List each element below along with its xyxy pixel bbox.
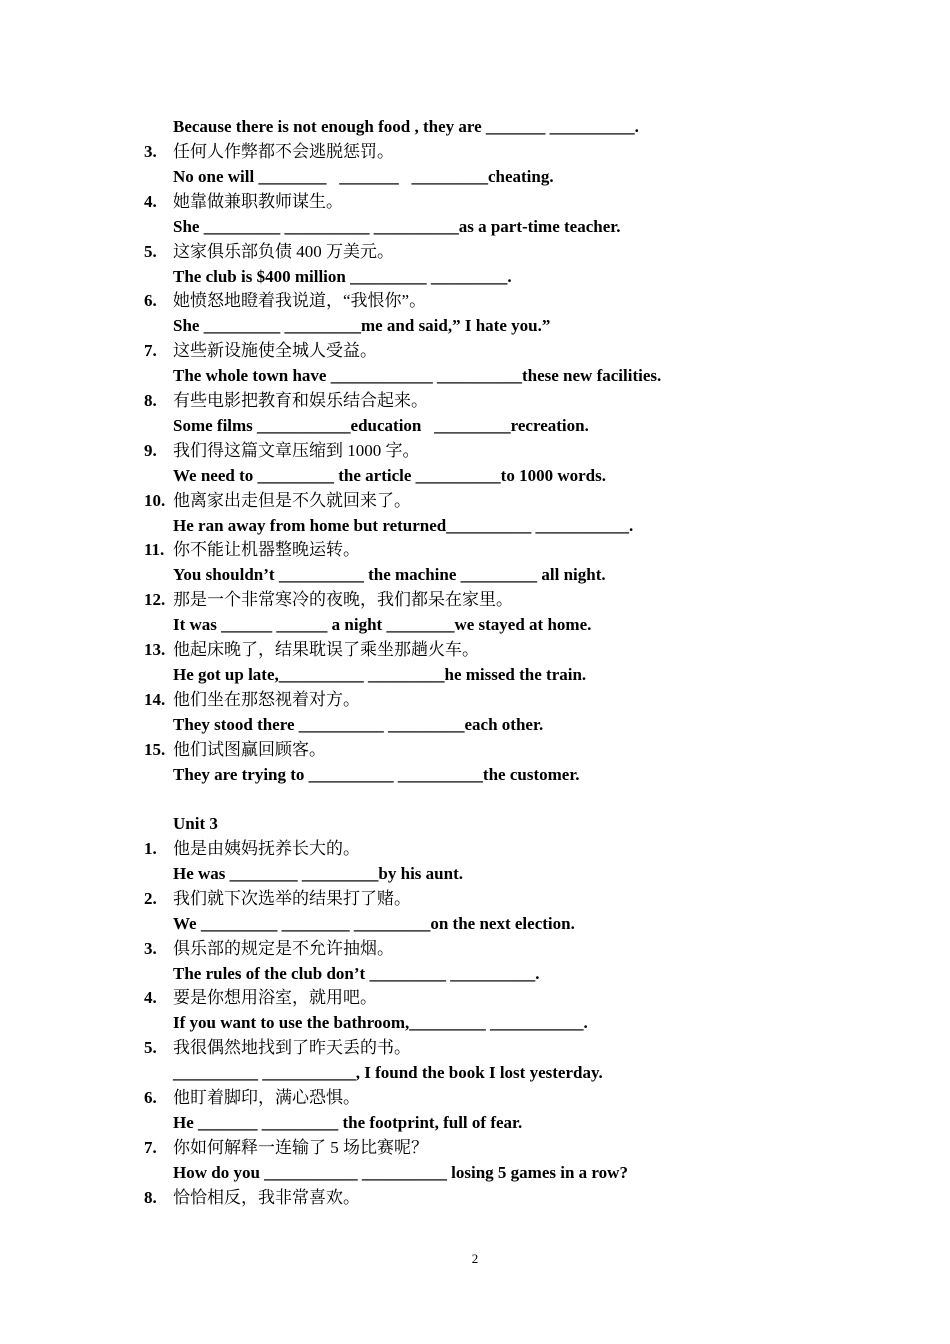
- english-fill-in-sentence: She _________ __________ __________as a part-time teacher.: [173, 216, 621, 236]
- chinese-sentence: 他们坐在那怒视着对方。: [173, 689, 360, 709]
- english-fill-in-sentence: The club is $400 million _________ _________.: [173, 266, 512, 286]
- item-number: 4.: [144, 988, 157, 1008]
- chinese-sentence: 这家俱乐部负债 400 万美元。: [173, 241, 394, 261]
- item-number: 6.: [144, 291, 157, 311]
- item-number: 12.: [144, 590, 166, 610]
- chinese-sentence: 他离家出走但是不久就回来了。: [173, 490, 411, 510]
- english-fill-in-sentence: We need to _________ the article __________to 1000 words.: [173, 465, 606, 485]
- chinese-sentence: 我很偶然地找到了昨天丢的书。: [173, 1038, 411, 1058]
- top-line: Because there is not enough food , they are _______ __________.: [173, 117, 639, 136]
- english-fill-in-sentence: She _________ _________me and said,” I hate you.”: [173, 316, 551, 336]
- english-fill-in-sentence: He was ________ _________by his aunt.: [173, 864, 463, 883]
- chinese-sentence: 她靠做兼职教师谋生。: [173, 191, 343, 211]
- english-fill-in-sentence: No one will ________ _______ _________cheating.: [173, 167, 554, 186]
- chinese-sentence: 他是由姨妈抚养长大的。: [173, 839, 360, 858]
- english-fill-in-sentence: He got up late,__________ _________he missed the train.: [173, 665, 587, 684]
- chinese-sentence: 你如何解释一连输了 5 场比赛呢？: [173, 1137, 428, 1157]
- item-number: 8.: [144, 391, 157, 410]
- english-fill-in-sentence: You shouldn’t __________ the machine _________ all night.: [173, 565, 606, 585]
- chinese-sentence: 他起床晚了，结果耽误了乘坐那趟火车。: [173, 640, 479, 659]
- chinese-sentence: 那是一个非常寒冷的夜晚，我们都呆在家里。: [173, 590, 513, 610]
- item-number: 5.: [144, 241, 157, 261]
- item-number: 7.: [144, 341, 157, 361]
- chinese-sentence: 有些电影把教育和娱乐结合起来。: [173, 391, 428, 410]
- item-number: 7.: [144, 1137, 157, 1157]
- item-number: 1.: [144, 839, 157, 858]
- item-number: 9.: [144, 440, 157, 460]
- english-fill-in-sentence: __________ ___________, I found the book I lost yesterday.: [173, 1063, 603, 1083]
- chinese-sentence: 他盯着脚印，满心恐惧。: [173, 1088, 360, 1107]
- english-fill-in-sentence: It was ______ ______ a night ________we stayed at home.: [173, 615, 592, 635]
- english-fill-in-sentence: How do you ___________ __________ losing 5 games in a row?: [173, 1162, 628, 1182]
- item-number: 15.: [144, 739, 166, 759]
- item-number: 4.: [144, 191, 157, 211]
- page-number: 2: [471, 1251, 479, 1266]
- english-fill-in-sentence: Some films ___________education _________recreation.: [173, 416, 589, 435]
- chinese-sentence: 任何人作弊都不会逃脱惩罚。: [173, 142, 394, 161]
- item-number: 5.: [144, 1038, 157, 1058]
- item-number: 10.: [144, 490, 166, 510]
- chinese-sentence: 这些新设施使全城人受益。: [173, 341, 377, 361]
- item-number: 3.: [144, 938, 157, 958]
- english-fill-in-sentence: The rules of the club don’t _________ __________.: [173, 963, 540, 983]
- chinese-sentence: 你不能让机器整晚运转。: [173, 540, 360, 560]
- item-number: 11.: [144, 540, 165, 560]
- english-fill-in-sentence: He _______ _________ the footprint, full of fear.: [173, 1113, 523, 1132]
- english-fill-in-sentence: If you want to use the bathroom,_________ ___________.: [173, 1013, 588, 1033]
- english-fill-in-sentence: The whole town have ____________ __________these new facilities.: [173, 366, 662, 386]
- english-fill-in-sentence: They stood there __________ _________each other.: [173, 714, 544, 734]
- item-number: 6.: [144, 1088, 157, 1107]
- item-number: 3.: [144, 142, 157, 161]
- chinese-sentence: 俱乐部的规定是不允许抽烟。: [173, 938, 394, 958]
- item-number: 2.: [144, 888, 157, 908]
- english-fill-in-sentence: He ran away from home but returned__________ ___________.: [173, 515, 634, 535]
- item-number: 13.: [144, 640, 166, 659]
- chinese-sentence: 我们得这篇文章压缩到 1000 字。: [173, 440, 420, 460]
- chinese-sentence: 他们试图赢回顾客。: [173, 739, 326, 759]
- english-fill-in-sentence: We _________ ________ _________on the next election.: [173, 913, 575, 933]
- english-fill-in-sentence: They are trying to __________ __________the customer.: [173, 764, 580, 784]
- chinese-sentence: 恰恰相反，我非常喜欢。: [173, 1187, 360, 1207]
- item-number: 8.: [144, 1187, 157, 1207]
- unit-heading: Unit 3: [173, 814, 218, 833]
- chinese-sentence: 我们就下次选举的结果打了赌。: [173, 888, 411, 908]
- chinese-sentence: 她愤怒地瞪着我说道，“我恨你”。: [173, 291, 427, 311]
- item-number: 14.: [144, 689, 166, 709]
- chinese-sentence: 要是你想用浴室，就用吧。: [173, 988, 377, 1008]
